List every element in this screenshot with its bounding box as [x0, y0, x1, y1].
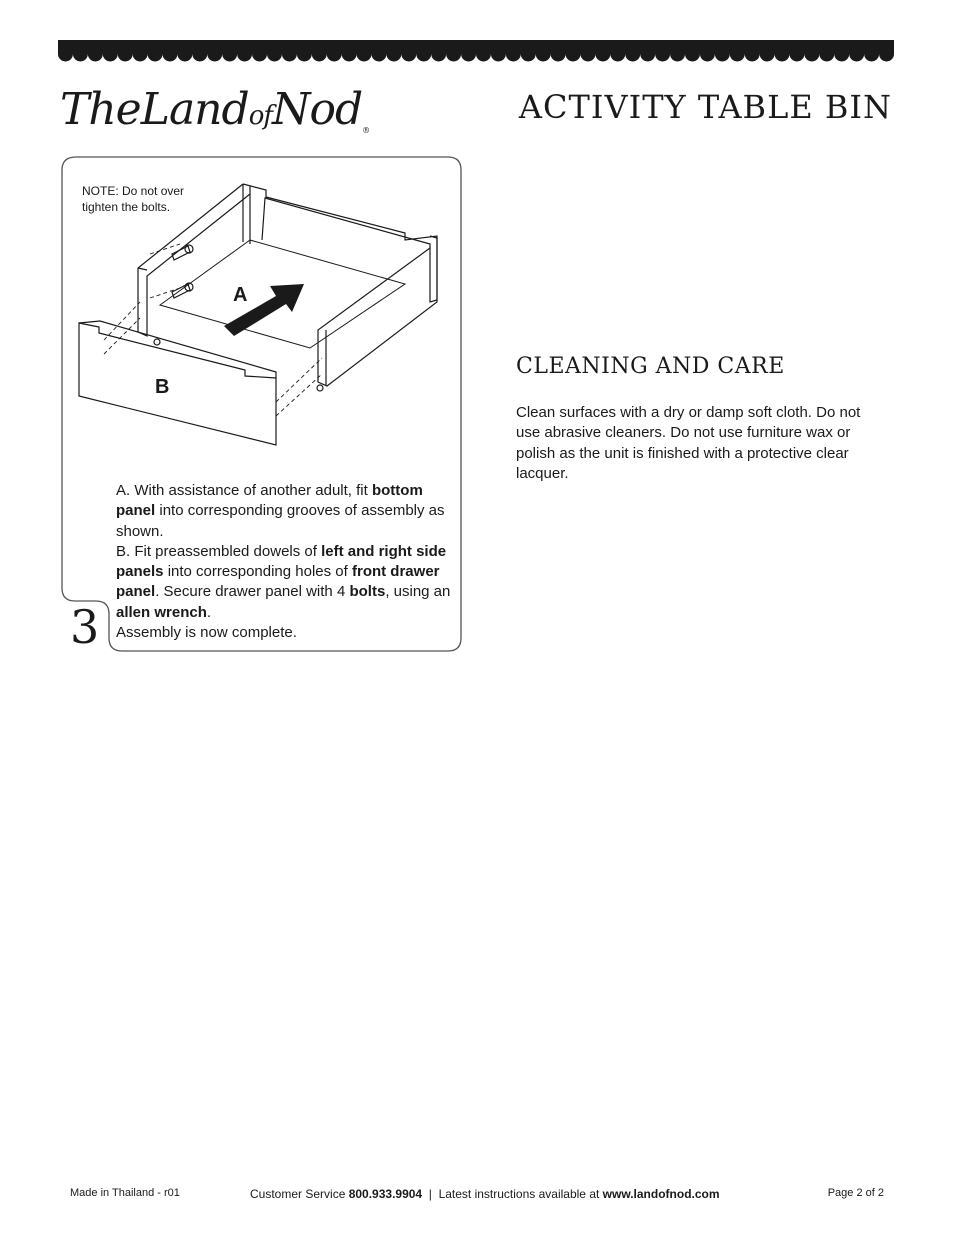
scallop-bump — [431, 47, 446, 62]
scallop-bump — [536, 47, 551, 62]
brand-logo: TheLandofNod® — [60, 84, 370, 135]
scallop-bump — [312, 47, 327, 62]
scallop-bump — [163, 47, 178, 62]
scallop-bump — [819, 47, 834, 62]
care-body: Clean surfaces with a dry or damp soft cloth. Do not use abrasive cleaners. Do not use furniture wax or polish as the unit is finished with a protective clear lacquer. — [516, 404, 861, 482]
scallop-bump — [834, 47, 849, 62]
made-in-label: Made in Thailand - r01 — [70, 1187, 180, 1199]
scallop-bump — [148, 47, 163, 62]
care-heading: CLEANING AND CARE — [516, 354, 785, 379]
scallop-bump — [103, 47, 118, 62]
scallop-bump — [416, 47, 431, 62]
step-number: 3 — [70, 600, 100, 654]
bolt-lower — [172, 283, 193, 298]
scallop-bump — [222, 47, 237, 62]
scallop-bump — [386, 47, 401, 62]
scallop-bump — [640, 47, 655, 62]
scallop-bump — [342, 47, 357, 62]
page-number: Page 2 of 2 — [827, 1187, 884, 1199]
scallop-bump — [685, 47, 700, 62]
document-title: ACTIVITY TABLE BIN — [518, 88, 892, 126]
scallop-bump — [760, 47, 775, 62]
scallop-bump — [118, 47, 133, 62]
scallop-bump — [745, 47, 760, 62]
left-side-panel — [138, 184, 250, 336]
scallop-bump — [849, 47, 864, 62]
scallop-bump — [476, 47, 491, 62]
phone-number: 800.933.9904 — [348, 1187, 423, 1201]
scallop-bump — [551, 47, 566, 62]
customer-service-line: Customer Service 800.933.9904 | Latest instructions available at www.landofnod.com — [250, 1187, 720, 1201]
assembly-diagram — [70, 172, 455, 457]
website-link[interactable]: www.landofnod.com — [602, 1187, 720, 1201]
front-drawer-panel — [79, 323, 276, 445]
scallop-bump — [491, 47, 506, 62]
scallop-bump — [461, 47, 476, 62]
scallop-bump — [790, 47, 805, 62]
scallop-bump — [670, 47, 685, 62]
scallop-bump — [58, 47, 73, 62]
scallop-bump — [566, 47, 581, 62]
scallop-bump — [879, 47, 894, 62]
scallop-bump — [506, 47, 521, 62]
step-instructions — [116, 481, 456, 643]
assembly-complete: Assembly is now complete. — [116, 624, 297, 642]
scallop-bump — [192, 47, 207, 62]
step-note: NOTE: Do not over tighten the bolts. — [82, 184, 185, 214]
diagram-label-b: B — [155, 376, 170, 398]
scallop-bump — [207, 47, 222, 62]
scallop-bump — [267, 47, 282, 62]
scallop-bump — [252, 47, 267, 62]
scallop-bump — [864, 47, 879, 62]
scallop-bump — [655, 47, 670, 62]
scallop-bump — [610, 47, 625, 62]
scallop-bump — [73, 47, 88, 62]
back-panel — [243, 184, 437, 302]
scallop-bump — [700, 47, 715, 62]
scallop-bump — [237, 47, 252, 62]
scallop-bump — [804, 47, 819, 62]
scallop-bump — [446, 47, 461, 62]
right-side-panel — [318, 236, 437, 386]
scallop-bump — [357, 47, 372, 62]
scallop-bump — [715, 47, 730, 62]
scallop-bump — [521, 47, 536, 62]
instruction-b: B. Fit preassembled dowels of left and right side panels into corresponding holes of front drawer panel. Secure drawer panel with 4 bolts, using an allen wrench. — [116, 542, 451, 621]
scallop-bump — [88, 47, 103, 62]
scallop-bump — [595, 47, 610, 62]
scallop-bump — [401, 47, 416, 62]
scallop-bump — [133, 47, 148, 62]
scallop-bump — [177, 47, 192, 62]
scalloped-header-border — [58, 40, 894, 66]
scallop-bump — [625, 47, 640, 62]
diagram-label-a: A — [233, 284, 248, 306]
scallop-bump — [730, 47, 745, 62]
scallop-bump — [581, 47, 596, 62]
scallop-bump — [775, 47, 790, 62]
instruction-a: A. With assistance of another adult, fit bottom panel into corresponding grooves of assembly as shown. — [116, 482, 445, 540]
scallop-bump — [297, 47, 312, 62]
scallop-bump — [327, 47, 342, 62]
scallop-bump — [372, 47, 387, 62]
scallop-bump — [282, 47, 297, 62]
